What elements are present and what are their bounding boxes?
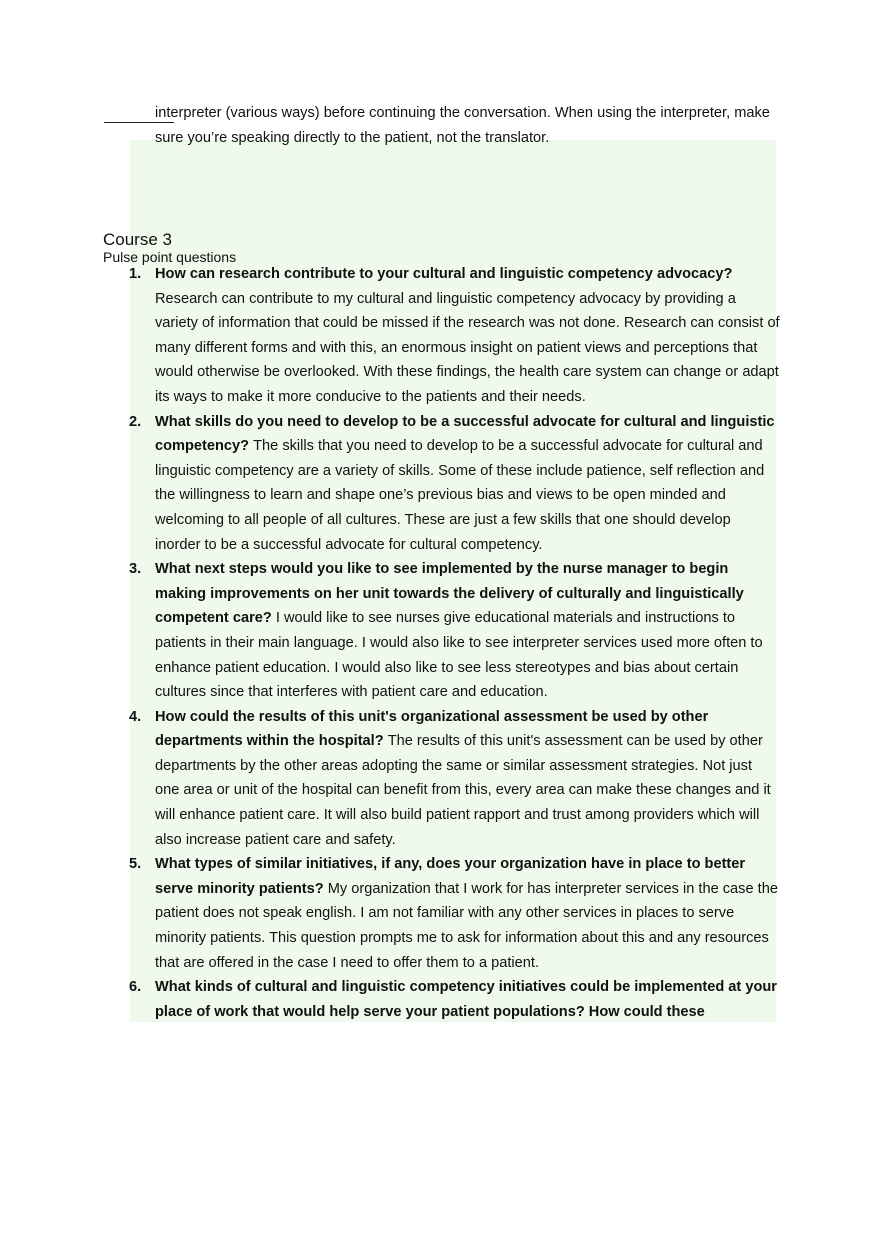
list-item — [104, 410, 780, 558]
question-number: 1. — [129, 266, 142, 282]
course-title: Course 3 — [103, 230, 172, 249]
list-item — [104, 852, 780, 975]
answer-text: Research can contribute to my cultural and linguistic competency advocacy by providing a variety of information that could be missed if the research was not done. Research can consist of many different forms and with this, an enormous insight on patient views and perceptions that would otherwise be overlooked. With these findings, the health care system can change or adapt its ways to make it more conducive to the patients and their needs. — [155, 290, 780, 405]
list-item — [104, 262, 780, 410]
question-list — [104, 262, 780, 1024]
question-text: How can research contribute to your cultural and linguistic competency advocacy? — [155, 266, 733, 282]
intro-paragraph: interpreter (various ways) before continuing the conversation. When using the interpreter, make sure you’re speaking directly to the patient, not the translator. — [155, 105, 770, 146]
question-number: 4. — [129, 708, 142, 725]
answer-text: The skills that you need to develop to be a successful advocate for cultural and linguistic competency are a variety of skills. Some of these include patience, self reflection and the willingness to learn and shape one’s previous bias and views to be open minded and welcoming to all people of all cultures. These are just a few skills that one should develop inorder to be a successful advocate for cultural competency. — [155, 438, 765, 553]
question-text: What kinds of cultural and linguistic competency initiatives could be implemented at your place of work that would help serve your patient populations? How could these — [155, 979, 777, 1020]
question-text: What types of similar initiatives, if any, does your organization have in place to better serve minority patients? — [155, 856, 746, 897]
answer-text: The results of this unit's assessment can be used by other departments by the other areas adopting the same or similar assessment strategies. Not just one area or unit of the hospital can benefit from this, every area can make these changes and it will enhance patient care. It will also build patient rapport and trust among providers which will also increase patient care and safety. — [155, 733, 771, 848]
list-item — [104, 705, 780, 853]
question-number: 3. — [129, 561, 142, 578]
question-text: What skills do you need to develop to be a successful advocate for cultural and linguistic competency? — [155, 413, 775, 455]
list-item — [104, 975, 780, 1024]
question-number: 2. — [129, 413, 142, 430]
question-number: 6. — [129, 979, 142, 996]
course-subtitle: Pulse point questions — [103, 249, 237, 265]
question-text: What next steps would you like to see implemented by the nurse manager to begin making improvements on her unit towards the delivery of culturally and linguistically competent care? — [155, 561, 744, 627]
answer-text: My organization that I work for has interpreter services in the case the patient does not speak english. I am not familiar with any other services in places to serve minority patients. This question prompts me to ask for information about this and any resources that are offered in the case I need to offer them to a patient. — [155, 880, 778, 971]
list-item — [104, 557, 780, 705]
question-number: 5. — [129, 856, 142, 873]
answer-text: I would like to see nurses give educational materials and instructions to patients in their main language. I would also like to see interpreter services used more often to enhance patient education. I would also like to see less stereotypes and bias about certain cultures since that interferes with patient care and education. — [155, 610, 763, 701]
question-text: How could the results of this unit's organizational assessment be used by other departments within the hospital? — [155, 708, 709, 750]
